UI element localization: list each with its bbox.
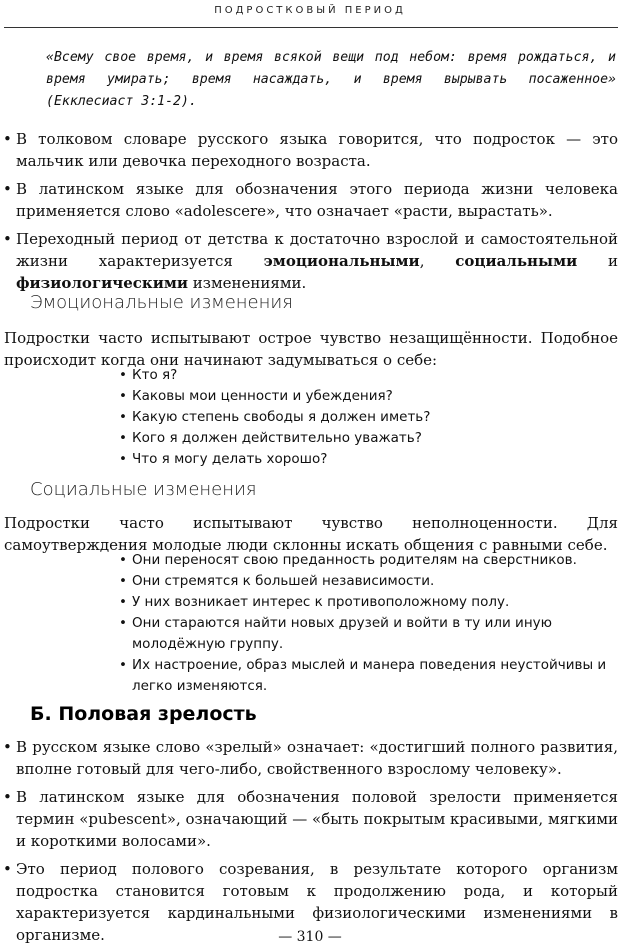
- social-heading: Социальные изменения: [30, 479, 257, 500]
- emotional-heading: Эмоциональные изменения: [30, 292, 293, 313]
- list-item: • Они стараются найти новых друзей и войти в ту или иную молодёжную группу.: [118, 613, 608, 655]
- list-item: • В латинском языке для обозначения этого периода жизни человека применяется слово «adolescere», что означает «расти, вырастать».: [0, 178, 618, 222]
- list-item: • В толковом словаре русского языка говорится, что подросток — это мальчик или девочка переходного возраста.: [0, 128, 618, 172]
- list-item: • У них возникает интерес к противоположному полу.: [118, 592, 608, 613]
- list-item: • Каковы мои ценности и убеждения?: [118, 386, 608, 407]
- list-item: • Они переносят свою преданность родителям на сверстников.: [118, 550, 608, 571]
- page-number: — 310 —: [278, 929, 342, 945]
- list-item: • Какую степень свободы я должен иметь?: [118, 407, 608, 428]
- intro-bullet-list: [0, 128, 618, 300]
- list-item: • Кого я должен действительно уважать?: [118, 428, 608, 449]
- social-paragraph: Подростки часто испытывают чувство неполноценности. Для самоутверждения молодые люди склонны искать общения с равными себе.: [4, 514, 618, 554]
- emotional-paragraph: Подростки часто испытывают острое чувство незащищённости. Подобное происходит когда они начинают задумываться о себе:: [4, 329, 618, 369]
- emotional-question-list: [118, 365, 608, 470]
- social-change-list: [118, 550, 608, 697]
- running-head: ПОДРОСТКОВЫЙ ПЕРИОД: [214, 5, 406, 16]
- section-heading: Б. Половая зрелость: [30, 703, 257, 725]
- list-item: • В латинском языке для обозначения половой зрелости применяется термин «pubescent», означающий — «быть покрытым красивыми, мягкими и короткими волосами».: [0, 786, 618, 852]
- list-item: • Их настроение, образ мыслей и манера поведения неустойчивы и легко изменяются.: [118, 655, 608, 697]
- list-item: • Кто я?: [118, 365, 608, 386]
- list-item: • Они стремятся к большей независимости.: [118, 571, 608, 592]
- maturity-bullet-list: [0, 736, 618, 952]
- header-rule: [4, 27, 618, 28]
- list-item: • В русском языке слово «зрелый» означает: «достигший полного развития, вполне готовый для чего-либо, свойственного взрослому человеку».: [0, 736, 618, 780]
- epigraph: «Всему свое время, и время всякой вещи под небом: время рождаться, и время умирать; время насаждать, и время вырывать посаженное» (Екклесиаст 3:1-2).: [46, 50, 616, 109]
- list-item: • Это период полового созревания, в результате которого организм подростка становится готовым к продолжению рода, и который характеризуется кардинальными физиологическими изменениями в организме.: [0, 858, 618, 946]
- list-item: • Что я могу делать хорошо?: [118, 449, 608, 470]
- list-item: • Переходный период от детства к достаточно взрослой и самостоятельной жизни характеризуется эмоциональными, социальными и физиологическими изменениями.: [0, 228, 618, 294]
